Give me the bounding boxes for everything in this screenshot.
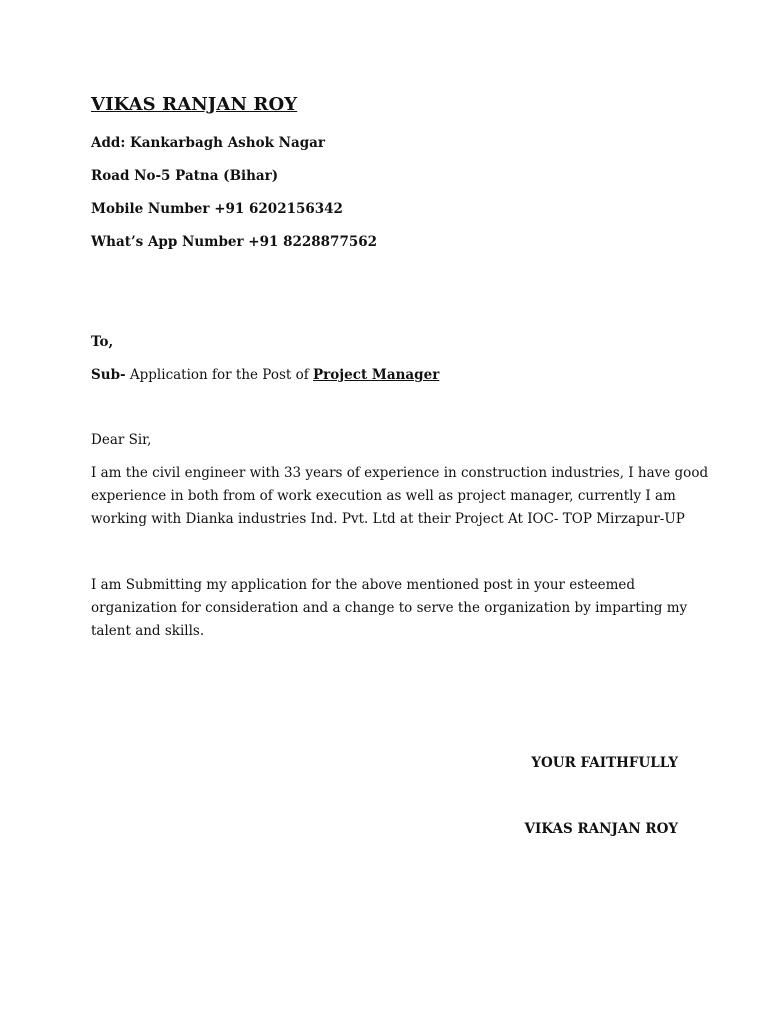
subject-line: [91, 367, 439, 383]
whatsapp-number: What’s App Number +91 8228877562: [91, 234, 378, 250]
sender-name-heading: VIKAS RANJAN ROY: [91, 94, 298, 115]
subject-label: Sub-: [91, 367, 126, 383]
address-line-1: Add: Kankarbagh Ashok Nagar: [91, 135, 326, 151]
closing-salutation: YOUR FAITHFULLY: [531, 755, 678, 771]
paragraph-application: [91, 574, 688, 643]
greeting: Dear Sir,: [91, 432, 152, 448]
recipient-to: To,: [91, 334, 114, 350]
signature-name: VIKAS RANJAN ROY: [524, 821, 678, 837]
paragraph-line: I am Submitting my application for the above mentioned post in your esteemed: [91, 577, 636, 593]
paragraph-line: talent and skills.: [91, 623, 205, 639]
paragraph-experience: [91, 462, 709, 531]
mobile-number: Mobile Number +91 6202156342: [91, 201, 343, 217]
subject-text: Application for the Post of: [125, 367, 314, 383]
address-line-2: Road No-5 Patna (Bihar): [91, 168, 279, 184]
paragraph-line: organization for consideration and a change to serve the organization by imparting my: [91, 600, 688, 616]
subject-post: Project Manager: [313, 367, 440, 383]
paragraph-line: experience in both from of work execution as well as project manager, currently I am: [91, 488, 676, 504]
paragraph-line: working with Dianka industries Ind. Pvt. Ltd at their Project At IOC- TOP Mirzapur-UP: [91, 511, 685, 527]
paragraph-line: I am the civil engineer with 33 years of experience in construction industries, I have good: [91, 465, 709, 481]
